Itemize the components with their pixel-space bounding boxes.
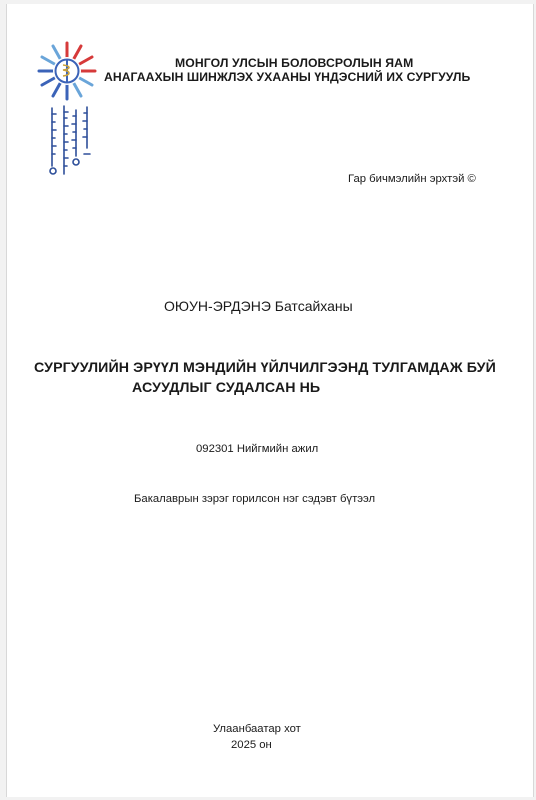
mongol-script-seal-icon <box>44 104 94 180</box>
degree-note: Бакалаврын зэрэг горилсон нэг сэдэвт бүтээл <box>134 493 376 505</box>
year: 2025 он <box>231 739 272 751</box>
thesis-title-line-2: АСУУДЛЫГ СУДАЛСАН НЬ <box>132 380 321 396</box>
thesis-title-line-1: СУРГУУЛИЙН ЭРҮҮЛ МЭНДИЙН ҮЙЛЧИЛГЭЭНД ТУЛГАМДАЖ БУЙ <box>34 360 496 376</box>
university-name: АНАГААХЫН ШИНЖЛЭХ УХААНЫ ҮНДЭСНИЙ ИХ СУРГУУЛЬ <box>104 70 471 84</box>
university-emblem-icon <box>36 40 98 102</box>
author-name: ОЮУН-ЭРДЭНЭ Батсайханы <box>164 298 353 314</box>
city: Улаанбаатар хот <box>213 723 301 735</box>
program-code: 092301 Нийгмийн ажил <box>196 443 319 455</box>
thesis-title <box>34 358 504 398</box>
copyright-note: Гар бичмэлийн эрхтэй © <box>348 173 476 185</box>
ministry-name: МОНГОЛ УЛСЫН БОЛОВСРОЛЫН ЯАМ <box>175 56 414 70</box>
